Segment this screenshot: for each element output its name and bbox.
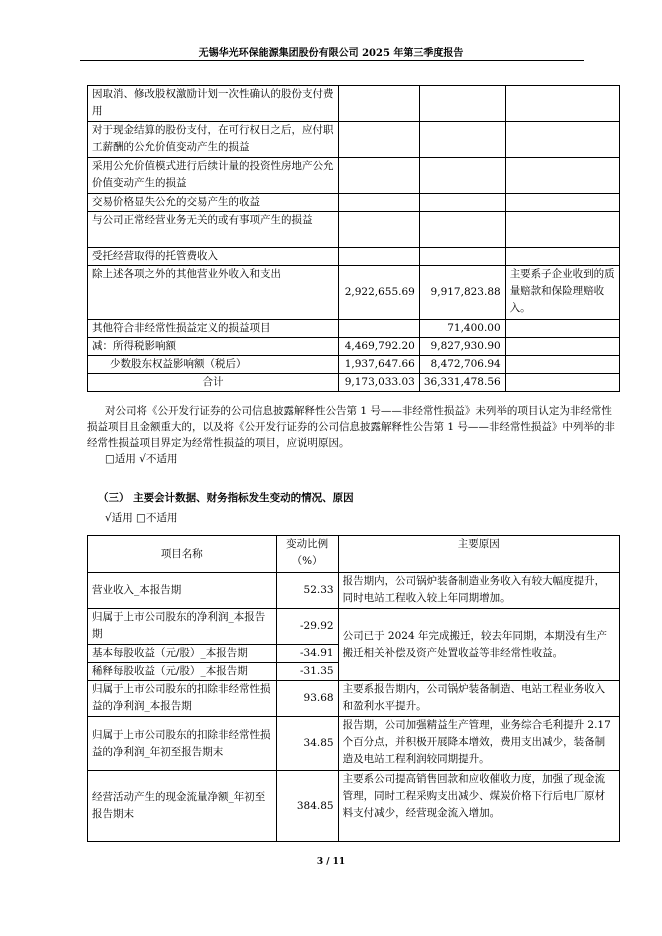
column-header-ratio: 变动比例（%） [276,536,338,573]
table-row: 经营活动产生的现金流量净额_年初至报告期末 384.85 主要系公司提高销售回款和应收催收力度，加强了现金流管理，同时工程采购支出减少、煤炭价格下行后电厂原材料支付减少，经营现金流入增加。 [88,771,620,842]
table-row: 除上述各项之外的其他营业外收入和支出 2,922,655.69 9,917,823.88 主要系子企业收到的质量赔款和保险理赔收入。 [88,266,620,320]
table-row: 合计 9,173,033.03 36,331,478.56 [88,374,620,392]
table-row: 交易价格显失公允的交易产生的收益 [88,194,620,212]
table-row: 基本每股收益（元/股）_本报告期 -34.91 [88,645,620,663]
table-row: 减：所得税影响额 4,469,792.20 9,827,930.90 [88,338,620,356]
non-recurring-table [87,85,620,392]
table-header-row [88,536,620,573]
section-3-title: （三） 主要会计数据、财务指标发生变动的情况、原因 [98,492,354,504]
header-divider [80,60,584,61]
table-row: 归属于上市公司股东的扣除非经常性损益的净利润_本报告期 93.68 主要系报告期内，公司锅炉装备制造、电站工程业务收入和盈利水平提升。 [88,681,620,717]
table-row: 归属于上市公司股东的扣除非经常性损益的净利润_年初至报告期末 34.85 报告期，公司加强精益生产管理，业务综合毛利提升 2.17 个百分点，并积极开展降本增效，费用支出减少，装备制造及电站工程利润较同期提升。 [88,717,620,771]
table-row: 受托经营取得的托管费收入 [88,248,620,266]
column-header-name: 项目名称 [88,536,277,573]
explanation-paragraph: 对公司将《公开发行证券的公司信息披露解释性公告第 1 号——非经常性损益》未列举的项目认定为非经常性损益项目且金额重大的，以及将《公开发行证券的公司信息披露解释性公告第 1 号——非经常性损益》中列举的非经常性损益项目界定为经常性损益的项目，应说明原因。 [87,405,615,449]
table-row: 对于现金结算的股份支付，在可行权日之后，应付职工薪酬的公允价值变动产生的损益 [88,122,620,158]
table-row: 因取消、修改股权激励计划一次性确认的股份支付费用 [88,86,620,122]
table-row: 归属于上市公司股东的净利润_本报告期 -29.92 公司已于 2024 年完成搬迁，较去年同期，本期没有生产搬迁相关补偿及资产处置收益等非经常性收益。 [88,609,620,645]
table-row: 营业收入_本报告期 52.33 报告期内，公司锅炉装备制造业务收入有较大幅度提升，同时电站工程收入较上年同期增加。 [88,573,620,609]
table-row: 稀释每股收益（元/股）_本报告期 -31.35 [88,663,620,681]
table-row: 采用公允价值模式进行后续计量的投资性房地产公允价值变动产生的损益 [88,158,620,194]
table-row: 其他符合非经常性损益定义的损益项目 71,400.00 [88,320,620,338]
change-analysis-table [87,535,620,842]
applicability-check-2: √适用 □不适用 [105,512,178,524]
column-header-reason: 主要原因 [338,536,619,573]
table-row: 少数股东权益影响额（税后） 1,937,647.66 8,472,706.94 [88,356,620,374]
page-header: 无锡华光环保能源集团股份有限公司 2025 年第三季度报告 [198,48,464,59]
table-row: 与公司正常经营业务无关的或有事项产生的损益 [88,212,620,248]
applicability-check-1: □适用 √不适用 [105,453,178,465]
page-number: 3 / 11 [316,857,346,867]
